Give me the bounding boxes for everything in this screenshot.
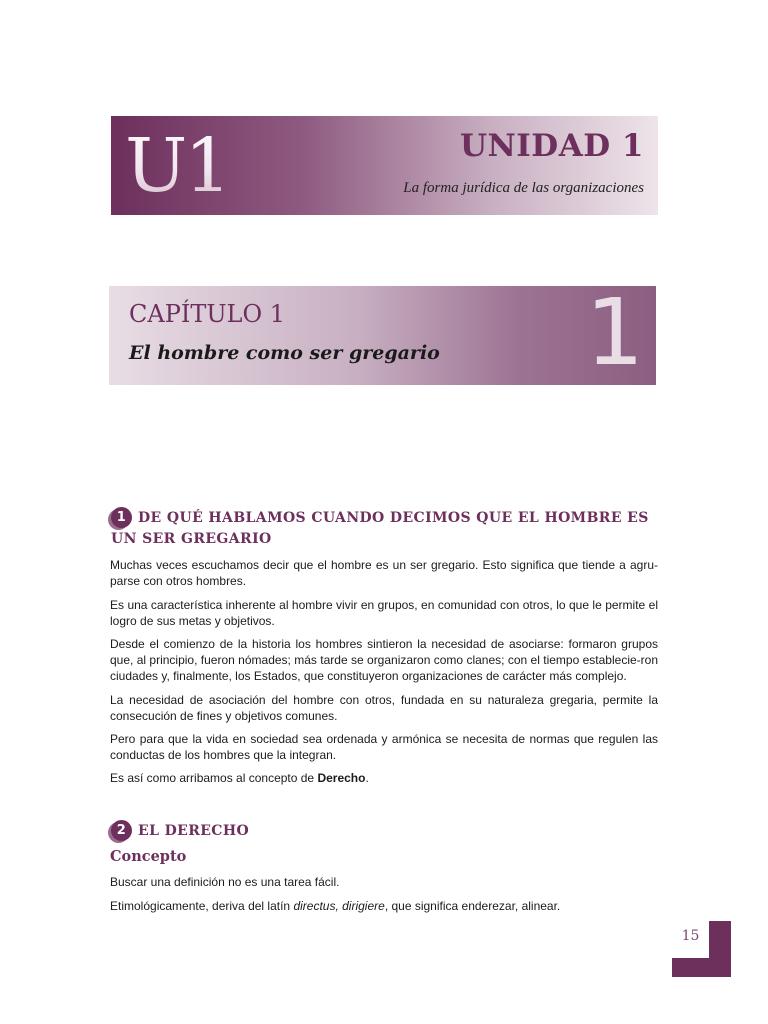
section-2-subheading: Concepto: [110, 848, 187, 865]
section-1-paragraph-4: La necesidad de asociación del hombre con otros, fundada en su naturaleza gregaria, permite la consecución de fines y objetivos comunes.: [110, 693, 658, 723]
closing-prefix: Es así como arribamos al concepto de: [110, 771, 318, 785]
section-1-number-badge: 1: [111, 507, 132, 528]
chapter-title: El hombre como ser gregario: [129, 342, 440, 364]
p2-suffix: , que significa enderezar, alinear.: [384, 899, 561, 913]
section-2-heading: [111, 821, 671, 842]
section-1-heading-text: DE QUÉ HABLAMOS CUANDO DECIMOS QUE EL HOMBRE ES UN SER GREGARIO: [111, 510, 649, 547]
section-1-paragraph-3: Desde el comienzo de la historia los hombres sintieron la necesidad de asociarse: formaron grupos que, al principio, fueron nómades; más tarde se organizaron como clanes; con el tiempo establecie-ron ciudades y, finalmente, los Estados, que constituyeron organizaciones de carácter más complejo.: [110, 637, 658, 683]
section-2-paragraph-2: [110, 898, 658, 914]
closing-bold-term: Derecho: [317, 771, 366, 785]
unit-title: UNIDAD 1: [459, 128, 644, 164]
chapter-label: CAPÍTULO 1: [129, 300, 286, 328]
section-1-paragraph-5: Pero para que la vida en sociedad sea ordenada y armónica se necesita de normas que regulen las conductas de los hombres que la integran.: [110, 732, 658, 762]
section-1-paragraph-1: Muchas veces escuchamos decir que el hombre es un ser gregario. Esto significa que tiende a agru-parse con otros hombres.: [110, 558, 658, 588]
section-1-paragraph-2: Es una característica inherente al hombre vivir en grupos, en comunidad con otros, lo que le permite el logro de sus metas y objetivos.: [110, 598, 658, 628]
section-1-heading: [111, 508, 671, 550]
page-number-box: [672, 921, 709, 958]
page-number-mark: [672, 921, 731, 977]
p2-prefix: Etimológicamente, deriva del latín: [110, 899, 294, 913]
page-number: 15: [681, 928, 700, 944]
section-2-paragraph-1: Buscar una definición no es una tarea fácil.: [110, 875, 340, 889]
section-2-heading-text: EL DERECHO: [138, 823, 250, 839]
section-2-number-badge: 2: [111, 820, 132, 841]
closing-suffix: .: [365, 771, 369, 785]
chapter-banner: [109, 279, 656, 386]
section-1-closing: [110, 770, 658, 786]
unit-code: U1: [125, 118, 228, 214]
p2-italic-latin: directus, dirigiere: [293, 899, 385, 913]
unit-banner: [111, 116, 658, 215]
unit-subtitle: La forma jurídica de las organizaciones: [403, 180, 644, 196]
chapter-number: 1: [585, 279, 644, 386]
